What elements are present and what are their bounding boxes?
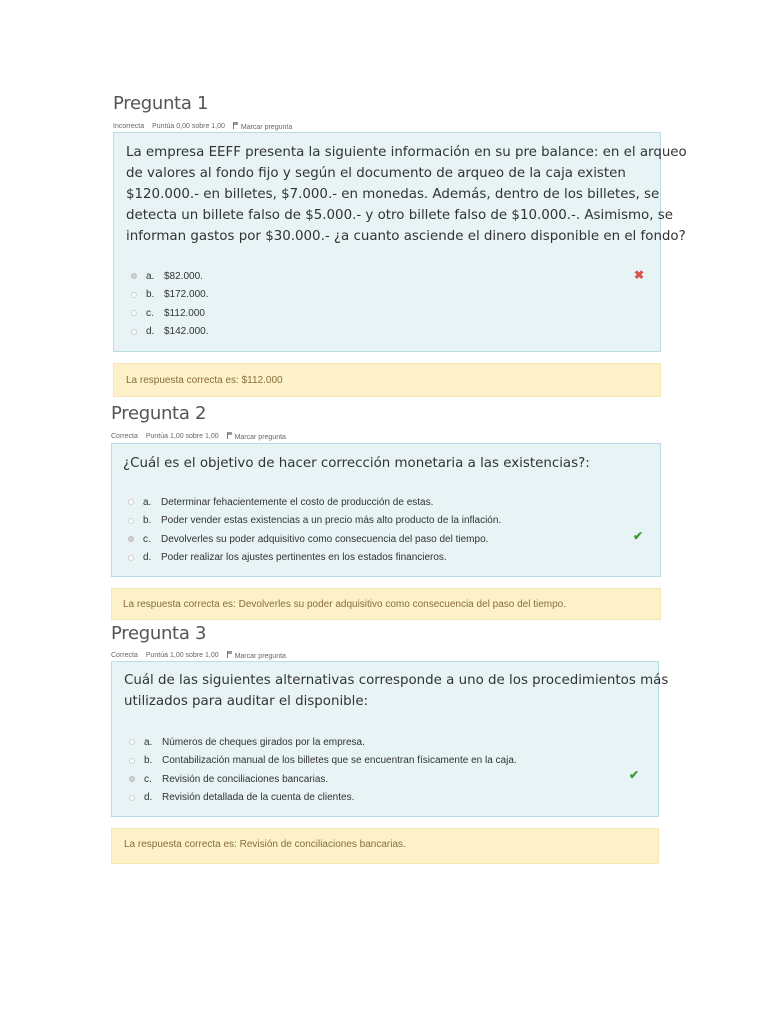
flag-icon: [227, 651, 233, 658]
check-icon: ✔: [629, 768, 640, 782]
cross-icon: ✖: [634, 268, 645, 282]
question-text-line: utilizados para auditar el disponible:: [124, 694, 369, 709]
flag-label: Marcar pregunta: [240, 124, 293, 131]
flag-question-link[interactable]: [227, 651, 286, 660]
radio-button[interactable]: [131, 292, 137, 298]
option-text: Contabilización manual de los billetes que se encuentran físicamente en la caja.: [162, 755, 517, 767]
option-letter: b.: [144, 755, 153, 767]
question-info: [111, 651, 286, 660]
radio-button[interactable]: [129, 776, 135, 782]
option-letter: c.: [144, 773, 152, 785]
question-text-line: de valores al fondo fijo y según el documento de arqueo de la caja existen: [126, 166, 626, 181]
question-text-line: ¿Cuál es el objetivo de hacer corrección monetaria a las existencias?:: [123, 456, 590, 471]
radio-button[interactable]: [128, 555, 134, 561]
flag-icon: [227, 432, 233, 439]
radio-button[interactable]: [129, 795, 135, 801]
question-text-line: Cuál de las siguientes alternativas corresponde a uno de los procedimientos más: [124, 673, 669, 688]
option-letter: d.: [144, 792, 153, 804]
answer-option-a[interactable]: [129, 733, 517, 752]
radio-button[interactable]: [128, 499, 134, 505]
option-text: $172.000.: [164, 289, 209, 301]
option-text: Poder vender estas existencias a un precio más alto producto de la inflación.: [161, 515, 502, 527]
option-text: Poder realizar los ajustes pertinentes en los estados financieros.: [161, 552, 447, 564]
answer-option-b[interactable]: [128, 512, 501, 531]
option-text: Revisión de conciliaciones bancarias.: [162, 773, 329, 785]
flag-label: Marcar pregunta: [234, 653, 286, 660]
answer-option-b[interactable]: [131, 286, 209, 305]
option-text: Devolverles su poder adquisitivo como consecuencia del paso del tiempo.: [161, 533, 489, 545]
option-letter: b.: [143, 515, 152, 527]
flag-icon: [233, 122, 239, 129]
radio-button[interactable]: [131, 310, 137, 316]
answer-option-b[interactable]: [129, 752, 517, 771]
question-grade: Puntúa 1,00 sobre 1,00: [145, 652, 219, 659]
question-title: Pregunta 3: [111, 623, 207, 644]
option-text: $112.000: [164, 307, 205, 319]
answer-option-a[interactable]: [128, 493, 501, 512]
question-title: Pregunta 2: [111, 403, 207, 424]
radio-button[interactable]: [131, 273, 137, 279]
radio-button[interactable]: [128, 536, 134, 542]
answer-option-d[interactable]: [131, 323, 209, 342]
answer-options: [128, 493, 501, 567]
question-grade: Puntúa 0,00 sobre 1,00: [152, 123, 225, 130]
question-text-line: $120.000.- en billetes, $7.000.- en monedas. Además, dentro de los billetes, se: [126, 187, 660, 202]
question-state: Correcta: [111, 652, 138, 659]
radio-button[interactable]: [129, 758, 135, 764]
check-icon: ✔: [633, 529, 644, 543]
correct-answer-feedback: La respuesta correcta es: Devolverles su poder adquisitivo como consecuencia del paso del tiempo.: [123, 599, 567, 610]
answer-option-c[interactable]: [129, 770, 517, 789]
option-letter: c.: [143, 533, 151, 545]
question-info: [111, 432, 286, 441]
option-letter: a.: [143, 496, 152, 508]
question-text-line: informan gastos por $30.000.- ¿a cuanto asciende el dinero disponible en el fondo?: [126, 229, 686, 244]
flag-question-link[interactable]: [233, 122, 292, 131]
option-letter: d.: [143, 552, 152, 564]
question-info: [113, 122, 292, 131]
question-state: Correcta: [111, 433, 138, 440]
option-text: Determinar fehacientemente el costo de producción de estas.: [161, 496, 434, 508]
flag-label: Marcar pregunta: [234, 434, 286, 441]
option-text: $82.000.: [164, 270, 203, 282]
question-text: [123, 453, 590, 474]
question-text: [124, 670, 668, 712]
answer-option-c[interactable]: [128, 530, 501, 549]
question-text-line: detecta un billete falso de $5.000.- y otro billete falso de $10.000.-. Asimismo, se: [126, 208, 673, 223]
option-letter: d.: [146, 326, 155, 338]
radio-button[interactable]: [128, 518, 134, 524]
flag-question-link[interactable]: [227, 432, 286, 441]
radio-button[interactable]: [131, 329, 137, 335]
question-text-line: La empresa EEFF presenta la siguiente información en su pre balance: en el arqueo: [126, 145, 687, 160]
radio-button[interactable]: [129, 739, 135, 745]
answer-options: [129, 733, 517, 807]
option-letter: b.: [146, 289, 155, 301]
option-letter: a.: [144, 736, 153, 748]
option-text: Números de cheques girados por la empresa.: [162, 736, 365, 748]
question-title: Pregunta 1: [113, 93, 209, 114]
correct-answer-feedback: La respuesta correcta es: Revisión de conciliaciones bancarias.: [124, 839, 406, 850]
question-state: Incorrecta: [113, 123, 145, 130]
answer-options: [131, 267, 209, 341]
answer-option-a[interactable]: [131, 267, 209, 286]
question-grade: Puntúa 1,00 sobre 1,00: [145, 433, 219, 440]
option-text: $142.000.: [164, 326, 209, 338]
answer-option-c[interactable]: [131, 304, 209, 323]
option-text: Revisión detallada de la cuenta de clientes.: [162, 792, 355, 804]
answer-option-d[interactable]: [128, 549, 501, 568]
option-letter: a.: [146, 270, 155, 282]
option-letter: c.: [146, 307, 154, 319]
correct-answer-feedback: La respuesta correcta es: $112.000: [126, 375, 283, 386]
question-text: [126, 142, 687, 247]
answer-option-d[interactable]: [129, 789, 517, 808]
